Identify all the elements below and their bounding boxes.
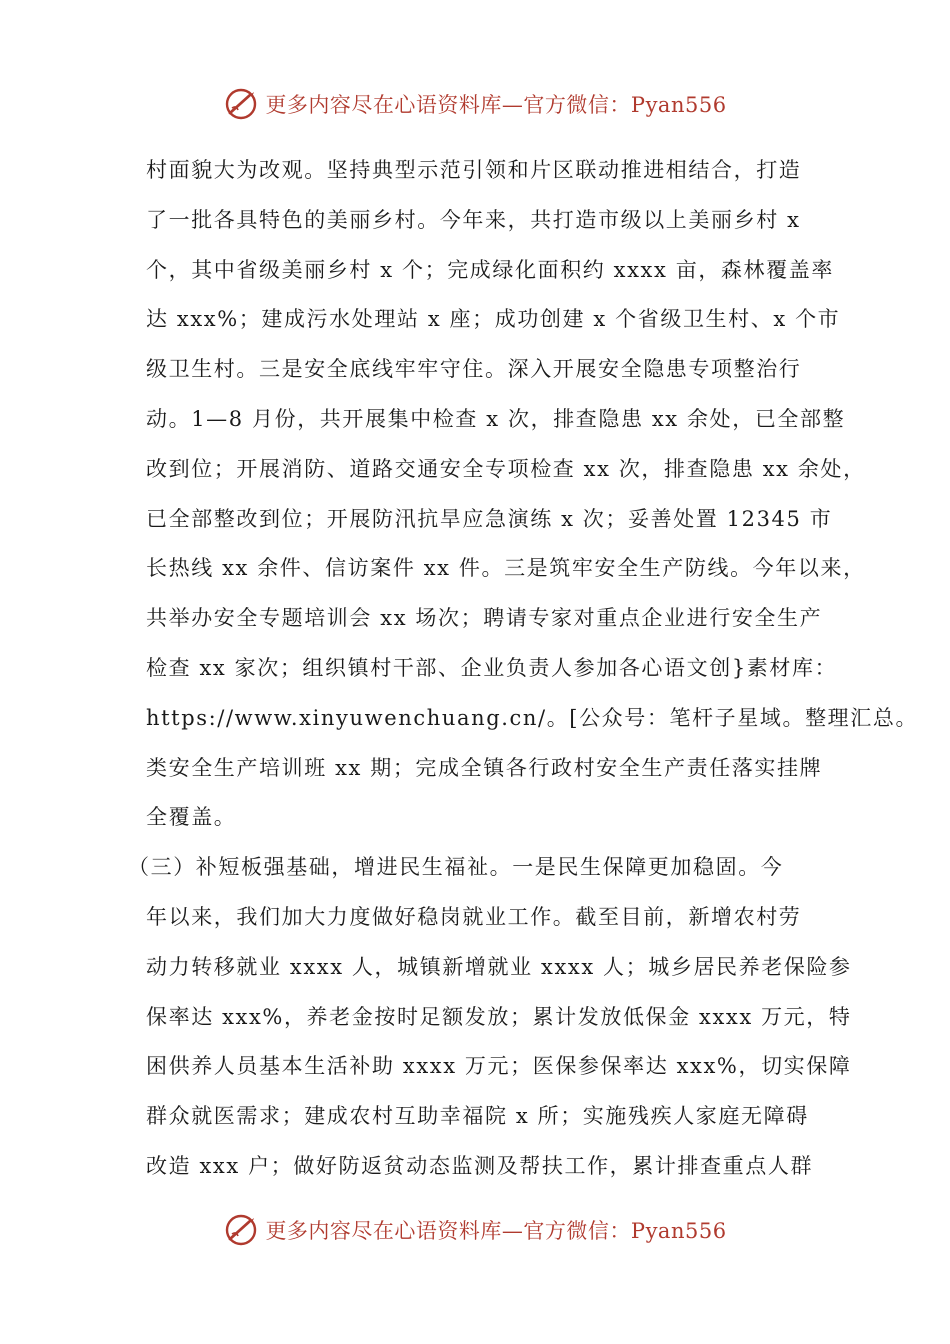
- text-line: 检查 xx 家次；组织镇村干部、企业负责人参加各心语文创}素材库：: [146, 655, 838, 680]
- header-watermark-banner: [0, 82, 950, 126]
- section-heading-line: （三）补短板强基础，增进民生福祉。一是民生保障更加稳固。今: [128, 855, 784, 880]
- watermark-text: 更多内容尽在心语资料库—官方微信：Pyan556: [265, 1219, 727, 1243]
- pen-logo-icon: [223, 1212, 259, 1248]
- text-line: 困供养人员基本生活补助 xxxx 万元；医保参保率达 xxx%，切实保障: [146, 1054, 852, 1079]
- text-line: 长热线 xx 余件、信访案件 xx 件。三是筑牢安全生产防线。今年以来，: [146, 556, 866, 581]
- text-line: 级卫生村。三是安全底线牢牢守住。深入开展安全隐患专项整治行: [146, 357, 802, 382]
- url-line: https://www.xinyuwenchuang.cn/。[公众号：笔杆子星域。整理汇总。: [146, 705, 919, 730]
- text-line: 全覆盖。: [146, 805, 237, 830]
- text-line: 村面貌大为改观。坚持典型示范引领和片区联动推进相结合，打造: [146, 158, 802, 182]
- text-line: 年以来，我们加大力度做好稳岗就业工作。截至目前，新增农村劳: [146, 904, 802, 929]
- text-line: 改造 xxx 户；做好防返贫动态监测及帮扶工作，累计排查重点人群: [146, 1153, 814, 1178]
- text-line: 达 xxx%；建成污水处理站 x 座；成功创建 x 个省级卫生村、x 个市: [146, 307, 841, 332]
- text-line: 群众就医需求；建成农村互助幸福院 x 所；实施残疾人家庭无障碍: [146, 1104, 809, 1129]
- text-line: 改到位；开展消防、道路交通安全专项检查 xx 次，排查隐患 xx 余处，: [146, 456, 866, 481]
- text-line: 动。1—8 月份，共开展集中检查 x 次，排查隐患 xx 余处，已全部整: [146, 406, 846, 431]
- text-line: 共举办安全专题培训会 xx 场次；聘请专家对重点企业进行安全生产: [146, 606, 823, 631]
- text-line: 类安全生产培训班 xx 期；完成全镇各行政村安全生产责任落实挂牌: [146, 755, 823, 780]
- watermark-text: 更多内容尽在心语资料库—官方微信：Pyan556: [265, 93, 727, 117]
- text-line: 动力转移就业 xxxx 人，城镇新增就业 xxxx 人；城乡居民养老保险参: [146, 954, 852, 979]
- text-line: 了一批各具特色的美丽乡村。今年来，共打造市级以上美丽乡村 x: [146, 207, 801, 232]
- text-line: 个，其中省级美丽乡村 x 个；完成绿化面积约 xxxx 亩，森林覆盖率: [146, 257, 834, 282]
- text-line: 保率达 xxx%，养老金按时足额发放；累计发放低保金 xxxx 万元，特: [146, 1004, 852, 1029]
- text-line: 已全部整改到位；开展防汛抗旱应急演练 x 次；妥善处置 12345 市: [146, 506, 833, 531]
- pen-logo-icon: [223, 86, 259, 122]
- document-body: [128, 150, 919, 1196]
- footer-watermark-banner: [0, 1208, 950, 1252]
